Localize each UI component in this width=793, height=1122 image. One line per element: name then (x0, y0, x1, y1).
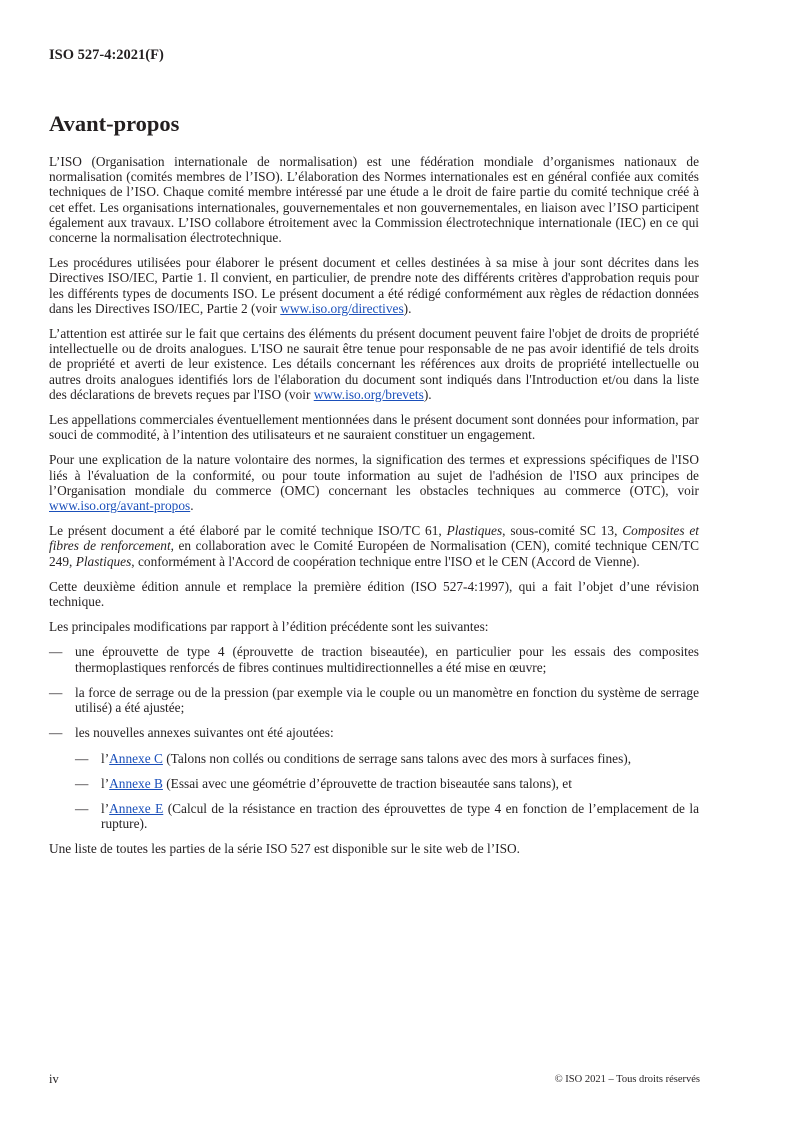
annex-item (75, 751, 699, 766)
document-id-header: ISO 527-4:2021(F) (49, 47, 164, 63)
changes-list (49, 644, 699, 831)
dash-bullet: — (75, 750, 89, 766)
annex-item (75, 776, 699, 791)
paragraph-text: , sous-comité SC 13, (502, 523, 623, 539)
list-item-text: les nouvelles annexes suivantes ont été ajoutées: (75, 725, 334, 741)
paragraph-text: Pour une explication de la nature volontaire des normes, la signification des termes et expressions spécifiques de l'ISO liés à l'évaluation de la conformité, ou pour toute information au sujet de l'adhésion de l'ISO aux principes de l’Organisation mondiale du commerce (OMC) concernant les obstacles techniques au commerce (OTC), voir (49, 452, 699, 498)
page-number: iv (49, 1072, 59, 1086)
paragraph-text: ). (423, 386, 432, 402)
paragraph-text: . (190, 498, 194, 514)
dash-bullet: — (75, 775, 89, 791)
annex-description: (Essai avec une géométrie d’éprouvette de traction biseautée sans talons), et (162, 775, 572, 791)
section-title: Avant-propos (49, 111, 180, 136)
paragraph-text: Les procédures utilisées pour élaborer le présent document et celles destinées à sa mise à jour sont décrites dans les Directives ISO/IEC, Partie 1. Il convient, en particulier, de prendre note des différents critères d'approbation requis pour les différents types de documents ISO. Le présent document a été rédigé conformément aux règles de rédaction données dans les Directives ISO/IEC, Partie 2 (voir (49, 255, 699, 316)
paragraph-series-list: Une liste de toutes les parties de la série ISO 527 est disponible sur le site web de l’ISO. (49, 841, 521, 857)
paragraph-committee (49, 523, 699, 569)
paragraph-text: , conformément à l'Accord de coopération technique entre l'ISO et le CEN (Accord de Vienne). (131, 553, 640, 569)
paragraph-changes-intro: Les principales modifications par rapport à l’édition précédente sont les suivantes: (49, 619, 489, 635)
list-item-text: la force de serrage ou de la pression (par exemple via le couple ou un manomètre en fonction du système de serrage utilisé) a été ajustée; (75, 684, 699, 716)
paragraph-text: Le présent document a été élaboré par le comité technique ISO/TC 61, (49, 523, 447, 539)
paragraph-edition: Cette deuxième édition annule et remplace la première édition (ISO 527-4:1997), qui a fait l’objet d’une révision technique. (49, 578, 699, 610)
paragraph-voluntary-nature (49, 452, 699, 513)
annex-description: (Calcul de la résistance en traction des éprouvettes de type 4 en fonction de l’emplacement de la rupture). (101, 800, 700, 832)
link-avant-propos[interactable]: www.iso.org/avant-propos (49, 498, 191, 514)
list-item (49, 725, 699, 831)
dash-bullet: — (49, 644, 63, 660)
paragraph-patents (49, 326, 699, 402)
annex-prefix: l’ (101, 775, 110, 791)
paragraph-trade-names: Les appellations commerciales éventuellement mentionnées dans le présent document sont données pour information, par souci de commodité, à l’intention des utilisateurs et ne sauraient constituer un engagement. (49, 412, 699, 443)
list-item (49, 644, 699, 674)
link-annexe-e[interactable]: Annexe E (109, 800, 164, 816)
annex-description: (Talons non collés ou conditions de serrage sans talons avec des mors à surfaces fines), (162, 750, 632, 766)
foreword-body (49, 154, 699, 867)
annex-item (75, 801, 699, 831)
subcommittee-name: Composites et fibres de renforcement (49, 523, 699, 554)
annexes-list (75, 751, 699, 832)
paragraph-procedures (49, 255, 699, 316)
paragraph-text: ). (403, 300, 412, 316)
link-annexe-b[interactable]: Annexe B (109, 775, 163, 791)
annex-prefix: l’ (101, 750, 110, 766)
link-directives[interactable]: www.iso.org/directives (280, 300, 404, 316)
copyright-notice: © ISO 2021 – Tous droits réservés (554, 1074, 700, 1085)
annex-prefix: l’ (101, 800, 110, 816)
dash-bullet: — (49, 725, 63, 741)
link-annexe-c[interactable]: Annexe C (109, 750, 163, 766)
cen-committee-name: Plastiques (75, 553, 132, 569)
list-item (49, 685, 699, 715)
dash-bullet: — (75, 800, 89, 816)
list-item-text: une éprouvette de type 4 (éprouvette de traction biseautée), en particulier pour les essais des composites thermoplastiques renforcés de fibres continues multidirectionnelles a été mise en œuvre; (75, 644, 699, 675)
paragraph-iso-intro: L’ISO (Organisation internationale de normalisation) est une fédération mondiale d’organismes nationaux de normalisation (comités membres de l’ISO). L’élaboration des Normes internationales est en général confiée aux comités techniques de l’ISO. Chaque comité membre intéressé par une étude a le droit de faire partie du comité technique créé à cet effet. Les organisations internationales, gouvernementales et non gouvernementales, en liaison avec l’ISO participent également aux travaux. L’ISO collabore étroitement avec la Commission électrotechnique internationale (IEC) en ce qui concerne la normalisation électrotechnique. (49, 154, 699, 246)
committee-name: Plastiques (446, 523, 503, 539)
paragraph-text: , en collaboration avec le Comité Européen de Normalisation (CEN), comité technique CEN/TC 249, (49, 538, 699, 569)
paragraph-text: L’attention est attirée sur le fait que certains des éléments du présent document peuvent faire l'objet de droits de propriété intellectuelle ou de droits analogues. L'ISO ne saurait être tenue pour responsable de ne pas avoir identifié de tels droits de propriété et averti de leur existence. Les détails concernant les références aux droits de propriété intellectuelle ou autres droits analogues identifiés lors de l'élaboration du document sont indiqués dans l'Introduction et/ou dans la liste des déclarations de brevets reçues par l'ISO (voir (49, 326, 699, 402)
dash-bullet: — (49, 684, 63, 700)
link-brevets[interactable]: www.iso.org/brevets (313, 386, 424, 402)
